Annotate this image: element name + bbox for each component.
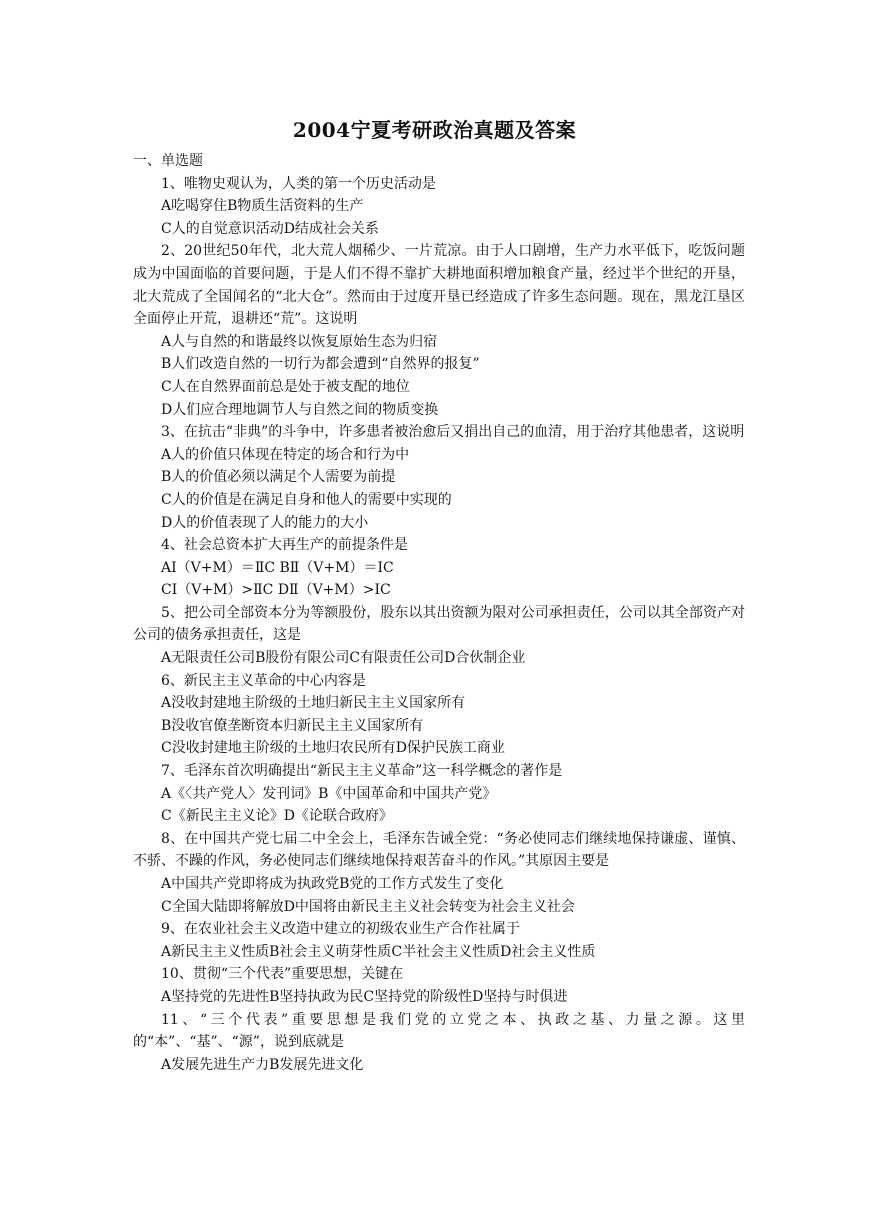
question-3-option: C人的价值是在满足自身和他人的需要中实现的 <box>161 491 452 508</box>
question-11-option: A发展先进生产力B发展先进文化 <box>161 1056 364 1073</box>
question-9-option: A新民主主义性质B社会主义萌芽性质C半社会主义性质D社会主义性质 <box>161 943 596 960</box>
question-9-stem: 9、在农业社会主义改造中建立的初级农业生产合作社属于 <box>161 921 520 938</box>
question-7-stem: 7、毛泽东首次明确提出“新民主主义革命”这一科学概念的著作是 <box>161 763 563 780</box>
question-1-option: A吃喝穿住B物质生活资料的生产 <box>161 198 364 215</box>
question-7-option: A《〈共产党人〉发刊词》B《中国革命和中国共产党》 <box>161 785 497 802</box>
page-title: 2004宁夏考研政治真题及答案 <box>292 118 577 142</box>
question-10-option: A坚持党的先进性B坚持执政为民C坚持党的阶级性D坚持与时俱进 <box>161 988 568 1005</box>
question-5-option: A无限责任公司B股份有限公司C有限责任公司D合伙制企业 <box>161 650 526 667</box>
question-2-stem: 2、20世纪50年代，北大荒人烟稀少、一片荒凉。由于人口剧增，生产力水平低下，吃饭问题成为中国面临的首要问题，于是人们不得不靠扩大耕地面积增加粮食产量，经过半个世纪的开垦，北大荒成了全国闻名的“北大仓”。然而由于过度开垦已经造成了许多生态问题。现在，黑龙江垦区全面停止开荒，退耕还“荒”。这说明 <box>133 243 745 328</box>
question-8-option: C全国大陆即将解放D中国将由新民主主义社会转变为社会主义社会 <box>161 898 575 915</box>
question-4-option: CⅠ（V+M）>ⅡC DⅡ（V+M）>ⅠC <box>161 582 391 599</box>
question-11-stem: 11、“三个代表”重要思想是我们党的立党之本、执政之基、力量之源。这里的“本”、“基”、“源”，说到底就是 <box>133 1011 745 1051</box>
question-2-option: A人与自然的和谐最终以恢复原始生态为归宿 <box>161 333 438 350</box>
question-2-option: D人们应合理地调节人与自然之间的物质变换 <box>161 401 439 418</box>
question-2-option: C人在自然界面前总是处于被支配的地位 <box>161 378 410 395</box>
question-2-option: B人们改造自然的一切行为都会遭到“自然界的报复” <box>161 356 480 373</box>
section-heading: 一、单选题 <box>133 153 203 169</box>
question-3-option: D人的价值表现了人的能力的大小 <box>161 514 369 531</box>
question-10-stem: 10、贯彻“三个代表”重要思想，关键在 <box>161 966 404 983</box>
question-7-option: C《新民主主义论》D《论联合政府》 <box>161 808 393 825</box>
question-6-option: B没收官僚垄断资本归新民主主义国家所有 <box>161 717 424 734</box>
question-6-stem: 6、新民主主义革命的中心内容是 <box>161 672 366 689</box>
question-8-stem: 8、在中国共产党七届二中全会上，毛泽东告诫全党：“务必使同志们继续地保持谦虚、谨慎、不骄、不躁的作风，务必使同志们继续地保持艰苦奋斗的作风。”其原因主要是 <box>133 830 745 870</box>
question-6-option: C没收封建地主阶级的土地归农民所有D保护民族工商业 <box>161 740 505 757</box>
question-3-stem: 3、在抗击“非典”的斗争中，许多患者被治愈后又捐出自己的血清，用于治疗其他患者，这说明 <box>161 424 745 441</box>
question-8-option: A中国共产党即将成为执政党B党的工作方式发生了变化 <box>161 876 504 892</box>
question-4-option: AⅠ（V+M）＝ⅡC BⅡ（V+M）＝ⅠC <box>161 559 394 576</box>
question-3-option: B人的价值必须以满足个人需要为前提 <box>161 469 396 486</box>
question-4-stem: 4、社会总资本扩大再生产的前提条件是 <box>161 537 408 554</box>
question-3-option: A人的价值只体现在特定的场合和行为中 <box>161 446 410 463</box>
document-body <box>133 150 745 1076</box>
question-1-stem: 1、唯物史观认为，人类的第一个历史活动是 <box>161 175 436 192</box>
question-6-option: A没收封建地主阶级的土地归新民主主义国家所有 <box>161 695 466 712</box>
question-1-option: C人的自觉意识活动D结成社会关系 <box>161 220 379 237</box>
question-5-stem: 5、把公司全部资本分为等额股份，股东以其出资额为限对公司承担责任，公司以其全部资产对公司的债务承担责任，这是 <box>133 604 745 644</box>
